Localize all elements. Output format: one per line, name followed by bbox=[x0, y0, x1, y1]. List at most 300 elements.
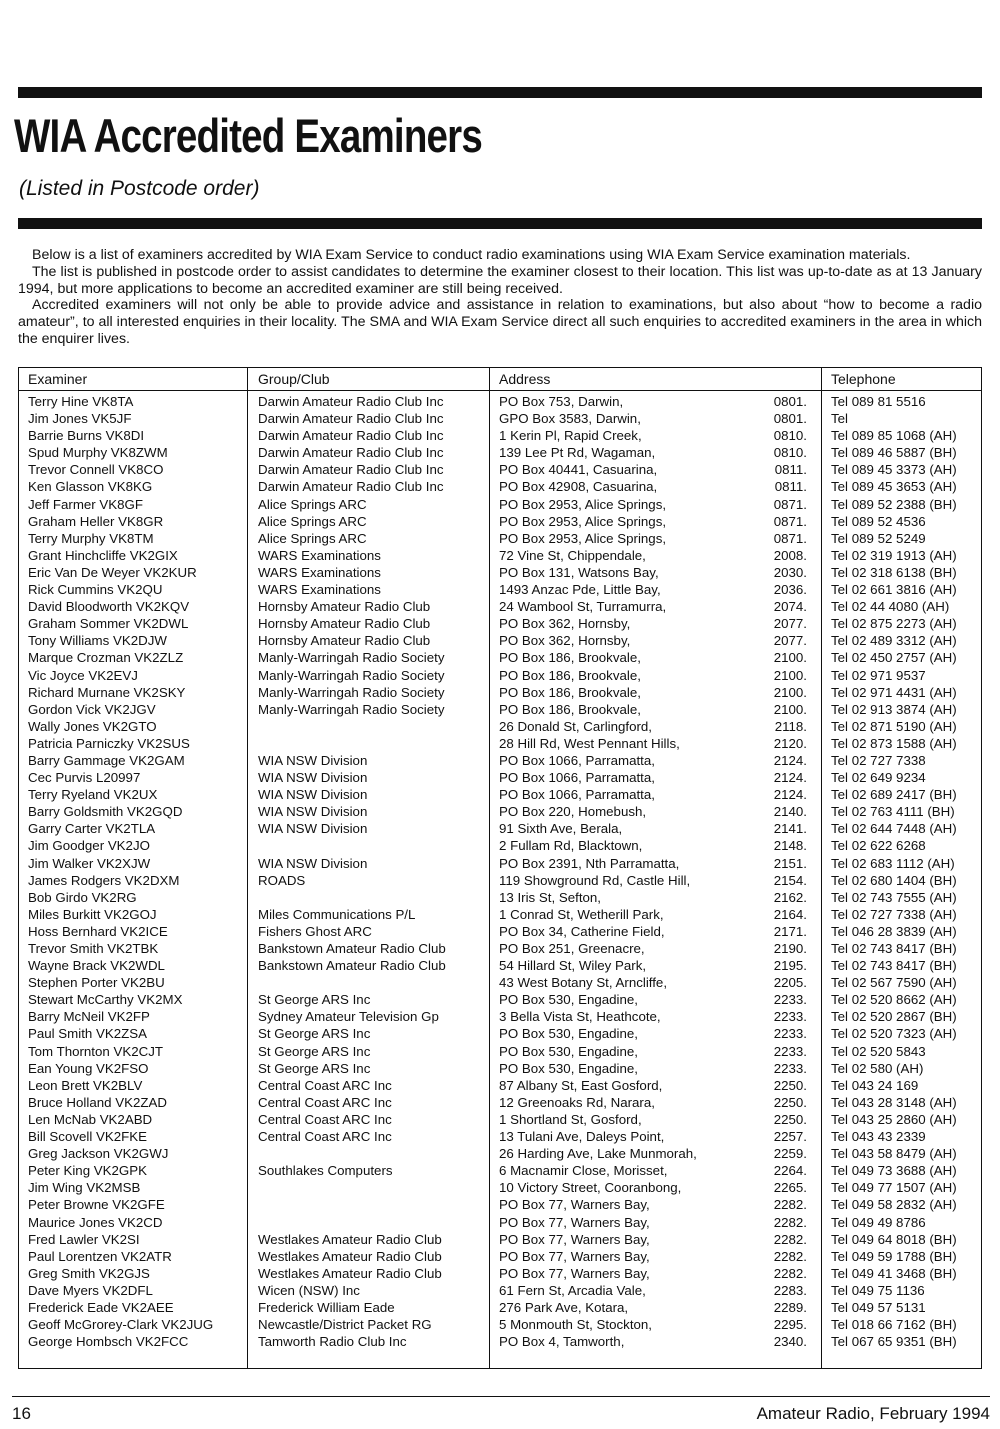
top-rule bbox=[18, 87, 982, 98]
table-row bbox=[19, 530, 981, 547]
page-number: 16 bbox=[12, 1404, 31, 1423]
telephone-cell: Tel 049 73 3688 (AH) bbox=[831, 1163, 957, 1179]
postcode-cell: 2074. bbox=[773, 599, 807, 615]
examiner-cell: Miles Burkitt VK2GOJ bbox=[28, 906, 157, 922]
examiner-cell: Jim Wing VK2MSB bbox=[28, 1180, 141, 1196]
examiner-cell: Grant Hinchcliffe VK2GIX bbox=[28, 547, 178, 563]
telephone-cell: Tel 02 871 5190 (AH) bbox=[831, 718, 957, 734]
examiner-cell: Terry Murphy VK8TM bbox=[28, 530, 154, 546]
group-cell: Southlakes Computers bbox=[258, 1163, 393, 1179]
postcode-cell: 0810. bbox=[773, 428, 807, 444]
address-cell: 61 Fern St, Arcadia Vale, bbox=[499, 1282, 646, 1298]
postcode-cell: 2077. bbox=[773, 616, 807, 632]
examiner-cell: Jim Jones VK5JF bbox=[28, 411, 132, 427]
table-row bbox=[19, 1299, 981, 1316]
examiner-cell: Greg Jackson VK2GWJ bbox=[28, 1146, 169, 1162]
postcode-cell: 2100. bbox=[773, 667, 807, 683]
telephone-cell: Tel 089 85 1068 (AH) bbox=[831, 428, 957, 444]
telephone-cell: Tel 02 743 8417 (BH) bbox=[831, 941, 957, 956]
telephone-cell: Tel 018 66 7162 (BH) bbox=[831, 1317, 957, 1333]
address-cell: PO Box 1066, Parramatta, bbox=[499, 752, 655, 768]
examiner-cell: Vic Joyce VK2EVJ bbox=[28, 667, 138, 683]
column-header-address: Address bbox=[499, 371, 551, 387]
telephone-cell: Tel 02 520 5843 bbox=[831, 1043, 926, 1059]
table-row bbox=[19, 1333, 981, 1350]
postcode-cell: 2100. bbox=[773, 684, 807, 700]
examiner-cell: Tom Thornton VK2CJT bbox=[28, 1043, 163, 1059]
telephone-cell: Tel 02 727 7338 bbox=[831, 752, 926, 768]
address-cell: PO Box 753, Darwin, bbox=[499, 394, 624, 409]
postcode-cell: 2257. bbox=[773, 1129, 807, 1145]
intro-paragraph: The list is published in postcode order to assist candidates to determine the examiner closest to their location. This list was up-to-date as at 13 January 1994, but more applications to become an accredited examiner are still being received. bbox=[18, 263, 982, 297]
telephone-cell: Tel 089 45 3653 (AH) bbox=[831, 479, 957, 495]
telephone-cell: Tel 02 44 4080 (AH) bbox=[831, 599, 950, 615]
table-row bbox=[19, 1008, 981, 1025]
group-cell: Bankstown Amateur Radio Club bbox=[258, 958, 446, 974]
telephone-cell: Tel 049 75 1136 bbox=[831, 1282, 925, 1298]
telephone-cell: Tel 049 57 5131 bbox=[831, 1299, 926, 1315]
table-row bbox=[19, 564, 981, 581]
address-cell: 24 Wambool St, Turramurra, bbox=[499, 599, 667, 615]
address-cell: PO Box 1066, Parramatta, bbox=[499, 770, 655, 786]
examiner-cell: Wayne Brack VK2WDL bbox=[28, 958, 165, 974]
telephone-cell: Tel 02 520 2867 (BH) bbox=[831, 1009, 957, 1025]
telephone-cell: Tel 049 64 8018 (BH) bbox=[831, 1231, 957, 1247]
table-row bbox=[19, 957, 981, 974]
postcode-cell: 0871. bbox=[773, 513, 807, 529]
group-cell: Fishers Ghost ARC bbox=[258, 923, 372, 939]
address-cell: PO Box 77, Warners Bay, bbox=[499, 1197, 650, 1213]
telephone-cell: Tel 02 743 8417 (BH) bbox=[831, 958, 957, 974]
telephone-cell: Tel 02 913 3874 (AH) bbox=[831, 701, 957, 717]
examiner-cell: Paul Lorentzen VK2ATR bbox=[28, 1248, 172, 1264]
table-row bbox=[19, 1248, 981, 1265]
table-row bbox=[19, 1162, 981, 1179]
group-cell: WIA NSW Division bbox=[258, 855, 368, 871]
intro-paragraph: Below is a list of examiners accredited by WIA Exam Service to conduct radio examinations using WIA Exam Service examination materials. bbox=[32, 247, 911, 263]
table-row bbox=[19, 1316, 981, 1333]
header-divider bbox=[19, 390, 981, 391]
examiner-cell: Terry Ryeland VK2UX bbox=[28, 787, 158, 803]
table-row bbox=[19, 1128, 981, 1145]
address-cell: 10 Victory Street, Cooranbong, bbox=[499, 1180, 682, 1196]
telephone-cell: Tel 02 649 9234 bbox=[831, 770, 926, 786]
table-row bbox=[19, 1025, 981, 1042]
telephone-cell: Tel 02 318 6138 (BH) bbox=[831, 564, 957, 580]
postcode-cell: 2154. bbox=[773, 872, 807, 888]
examiner-cell: Geoff McGrorey-Clark VK2JUG bbox=[28, 1317, 214, 1333]
table-row bbox=[19, 598, 981, 615]
telephone-cell: Tel 089 52 4536 bbox=[831, 513, 926, 529]
postcode-cell: 2282. bbox=[773, 1214, 807, 1230]
telephone-cell: Tel 043 58 8479 (AH) bbox=[831, 1146, 957, 1162]
examiner-cell: James Rodgers VK2DXM bbox=[28, 872, 180, 888]
examiner-cell: Greg Smith VK2GJS bbox=[28, 1265, 150, 1281]
table-row bbox=[19, 427, 981, 444]
telephone-cell: Tel 043 43 2339 bbox=[831, 1129, 926, 1145]
postcode-cell: 2250. bbox=[773, 1094, 807, 1110]
address-cell: PO Box 2953, Alice Springs, bbox=[499, 530, 667, 546]
group-cell: Central Coast ARC Inc bbox=[258, 1077, 392, 1093]
address-cell: 13 Iris St, Sefton, bbox=[499, 889, 601, 905]
telephone-cell: Tel 02 520 8662 (AH) bbox=[831, 992, 957, 1008]
examiner-cell: Trevor Smith VK2TBK bbox=[28, 941, 159, 956]
group-cell: Newcastle/District Packet RG bbox=[258, 1317, 432, 1333]
address-cell: PO Box 2953, Alice Springs, bbox=[499, 496, 667, 512]
address-cell: PO Box 220, Homebush, bbox=[499, 804, 647, 820]
group-cell: Central Coast ARC Inc bbox=[258, 1094, 392, 1110]
telephone-cell: Tel 02 450 2757 (AH) bbox=[831, 650, 957, 666]
examiner-cell: Ken Glasson VK8KG bbox=[28, 479, 153, 495]
table-row bbox=[19, 444, 981, 461]
telephone-cell: Tel 089 46 5887 (BH) bbox=[831, 445, 957, 461]
group-cell: Darwin Amateur Radio Club Inc bbox=[258, 428, 444, 444]
telephone-cell: Tel 02 520 7323 (AH) bbox=[831, 1026, 957, 1042]
examiner-cell: Richard Murnane VK2SKY bbox=[28, 684, 186, 700]
table-row bbox=[19, 872, 981, 889]
postcode-cell: 2250. bbox=[773, 1077, 807, 1093]
address-cell: 72 Vine St, Chippendale, bbox=[499, 547, 646, 563]
group-cell: Hornsby Amateur Radio Club bbox=[258, 599, 431, 615]
examiner-cell: Terry Hine VK8TA bbox=[28, 394, 134, 409]
telephone-cell: Tel 067 65 9351 (BH) bbox=[831, 1334, 957, 1350]
examiner-cell: Stewart McCarthy VK2MX bbox=[28, 992, 183, 1008]
examiner-cell: George Hombsch VK2FCC bbox=[28, 1334, 189, 1350]
group-cell: WIA NSW Division bbox=[258, 752, 368, 768]
group-cell: Darwin Amateur Radio Club Inc bbox=[258, 445, 444, 461]
examiner-cell: Bruce Holland VK2ZAD bbox=[28, 1094, 167, 1110]
postcode-cell: 0811. bbox=[774, 462, 807, 478]
examiner-cell: Paul Smith VK2ZSA bbox=[28, 1026, 147, 1042]
group-cell: Alice Springs ARC bbox=[258, 513, 367, 529]
postcode-cell: 2077. bbox=[773, 633, 807, 649]
telephone-cell: Tel 02 763 4111 (BH) bbox=[831, 804, 955, 820]
address-cell: PO Box 77, Warners Bay, bbox=[499, 1265, 650, 1281]
postcode-cell: 2171. bbox=[773, 923, 807, 939]
postcode-cell: 2282. bbox=[773, 1231, 807, 1247]
telephone-cell: Tel 049 59 1788 (BH) bbox=[831, 1248, 957, 1264]
group-cell: Central Coast ARC Inc bbox=[258, 1129, 392, 1145]
table-row bbox=[19, 940, 981, 957]
examiner-cell: Bob Girdo VK2RG bbox=[28, 889, 137, 905]
postcode-cell: 2195. bbox=[773, 958, 807, 974]
postcode-cell: 2190. bbox=[773, 941, 807, 956]
telephone-cell: Tel 043 24 169 bbox=[831, 1077, 919, 1093]
examiner-cell: Marque Crozman VK2ZLZ bbox=[28, 650, 184, 666]
table-row bbox=[19, 1043, 981, 1060]
address-cell: 91 Sixth Ave, Berala, bbox=[499, 821, 623, 837]
table-row bbox=[19, 1094, 981, 1111]
telephone-cell: Tel 049 58 2832 (AH) bbox=[831, 1197, 957, 1213]
examiner-cell: Dave Myers VK2DFL bbox=[28, 1282, 153, 1298]
intro-paragraph: Accredited examiners will not only be able to provide advice and assistance in relation to examinations, but also about “how to become a radio amateur”, to all interested enquiries in their locality. The SMA and WIA Exam Service direct all such enquiries to accredited examiners in the area in which the enquirer lives. bbox=[18, 297, 982, 347]
address-cell: 276 Park Ave, Kotara, bbox=[499, 1299, 629, 1315]
postcode-cell: 2120. bbox=[773, 735, 807, 751]
address-cell: 6 Macnamir Close, Morisset, bbox=[499, 1163, 668, 1179]
examiner-cell: Frederick Eade VK2AEE bbox=[28, 1299, 174, 1315]
postcode-cell: 0811. bbox=[774, 479, 807, 495]
examiners-table bbox=[18, 367, 982, 1369]
telephone-cell: Tel 02 743 7555 (AH) bbox=[831, 889, 957, 905]
table-row bbox=[19, 1282, 981, 1299]
address-cell: PO Box 530, Engadine, bbox=[499, 1026, 638, 1042]
postcode-cell: 2264. bbox=[773, 1163, 807, 1179]
table-row bbox=[19, 1077, 981, 1094]
postcode-cell: 2233. bbox=[773, 992, 807, 1008]
group-cell: Darwin Amateur Radio Club Inc bbox=[258, 479, 444, 495]
examiner-cell: Stephen Porter VK2BU bbox=[28, 975, 165, 991]
table-row bbox=[19, 889, 981, 906]
telephone-cell: Tel 089 52 2388 (BH) bbox=[831, 496, 957, 512]
telephone-cell: Tel 02 727 7338 (AH) bbox=[831, 906, 957, 922]
table-row bbox=[19, 547, 981, 564]
address-cell: PO Box 42908, Casuarina, bbox=[499, 479, 658, 495]
postcode-cell: 2282. bbox=[773, 1265, 807, 1281]
address-cell: PO Box 131, Watsons Bay, bbox=[499, 564, 659, 580]
examiner-cell: Jim Goodger VK2JO bbox=[28, 838, 150, 854]
telephone-cell: Tel 043 25 2860 (AH) bbox=[831, 1111, 957, 1127]
address-cell: PO Box 77, Warners Bay, bbox=[499, 1231, 650, 1247]
group-cell: Bankstown Amateur Radio Club bbox=[258, 941, 446, 956]
examiner-cell: Maurice Jones VK2CD bbox=[28, 1214, 163, 1230]
postcode-cell: 2140. bbox=[773, 804, 807, 820]
table-row bbox=[19, 786, 981, 803]
header-rule bbox=[18, 218, 982, 229]
telephone-cell: Tel 02 680 1404 (BH) bbox=[831, 872, 957, 888]
table-row bbox=[19, 513, 981, 530]
telephone-cell: Tel 02 875 2273 (AH) bbox=[831, 616, 957, 632]
postcode-cell: 2340. bbox=[773, 1334, 807, 1350]
telephone-cell: Tel 02 971 4431 (AH) bbox=[831, 684, 957, 700]
group-cell: Manly-Warringah Radio Society bbox=[258, 667, 445, 683]
group-cell: Frederick William Eade bbox=[258, 1299, 395, 1315]
postcode-cell: 2118. bbox=[774, 718, 807, 734]
table-row bbox=[19, 632, 981, 649]
group-cell: Darwin Amateur Radio Club Inc bbox=[258, 411, 444, 427]
table-row bbox=[19, 393, 981, 410]
telephone-cell: Tel 02 622 6268 bbox=[831, 838, 926, 854]
address-cell: 12 Greenoaks Rd, Narara, bbox=[499, 1094, 655, 1110]
examiner-cell: Peter Browne VK2GFE bbox=[28, 1197, 165, 1213]
group-cell: WARS Examinations bbox=[258, 547, 381, 563]
group-cell: Miles Communications P/L bbox=[258, 906, 416, 922]
telephone-cell: Tel bbox=[831, 411, 848, 427]
postcode-cell: 2295. bbox=[773, 1317, 807, 1333]
group-cell: WIA NSW Division bbox=[258, 804, 368, 820]
address-cell: PO Box 530, Engadine, bbox=[499, 992, 638, 1008]
table-row bbox=[19, 667, 981, 684]
telephone-cell: Tel 02 971 9537 bbox=[831, 667, 926, 683]
telephone-cell: Tel 046 28 3839 (AH) bbox=[831, 923, 957, 939]
address-cell: PO Box 362, Hornsby, bbox=[499, 633, 631, 649]
telephone-cell: Tel 049 49 8786 bbox=[831, 1214, 926, 1230]
address-cell: PO Box 186, Brookvale, bbox=[499, 684, 641, 700]
examiner-cell: Eric Van De Weyer VK2KUR bbox=[28, 564, 197, 580]
examiner-cell: Tony Williams VK2DJW bbox=[28, 633, 167, 649]
table-row bbox=[19, 923, 981, 940]
address-cell: PO Box 4, Tamworth, bbox=[499, 1334, 625, 1350]
address-cell: GPO Box 3583, Darwin, bbox=[499, 411, 641, 427]
table-row bbox=[19, 1231, 981, 1248]
table-row bbox=[19, 1060, 981, 1077]
postcode-cell: 2141. bbox=[773, 821, 807, 837]
examiner-cell: Trevor Connell VK8CO bbox=[28, 462, 164, 478]
telephone-cell: Tel 02 580 (AH) bbox=[831, 1060, 924, 1076]
address-cell: 2 Fullam Rd, Blacktown, bbox=[499, 838, 643, 854]
column-header-group: Group/Club bbox=[258, 371, 330, 387]
group-cell: St George ARS Inc bbox=[258, 1043, 371, 1059]
examiner-cell: David Bloodworth VK2KQV bbox=[28, 599, 190, 615]
telephone-cell: Tel 02 644 7448 (AH) bbox=[831, 821, 957, 837]
telephone-cell: Tel 02 689 2417 (BH) bbox=[831, 787, 957, 803]
address-cell: 119 Showground Rd, Castle Hill, bbox=[499, 872, 691, 888]
address-cell: 1 Kerin Pl, Rapid Creek, bbox=[499, 428, 642, 444]
postcode-cell: 2282. bbox=[773, 1197, 807, 1213]
group-cell: Sydney Amateur Television Gp bbox=[258, 1009, 439, 1025]
examiner-cell: Wally Jones VK2GTO bbox=[28, 718, 157, 734]
postcode-cell: 2283. bbox=[773, 1282, 807, 1298]
postcode-cell: 2124. bbox=[773, 770, 807, 786]
postcode-cell: 2036. bbox=[773, 582, 807, 598]
examiner-cell: Jim Walker VK2XJW bbox=[28, 855, 151, 871]
table-row bbox=[19, 735, 981, 752]
address-cell: 26 Donald St, Carlingford, bbox=[499, 718, 652, 734]
group-cell: ROADS bbox=[258, 872, 306, 888]
postcode-cell: 2282. bbox=[773, 1248, 807, 1264]
postcode-cell: 0801. bbox=[773, 411, 807, 427]
table-row bbox=[19, 837, 981, 854]
address-cell: 87 Albany St, East Gosford, bbox=[499, 1077, 663, 1093]
postcode-cell: 2233. bbox=[773, 1009, 807, 1025]
group-cell: WARS Examinations bbox=[258, 564, 381, 580]
address-cell: PO Box 530, Engadine, bbox=[499, 1043, 638, 1059]
examiner-cell: Barry Gammage VK2GAM bbox=[28, 752, 185, 768]
postcode-cell: 2124. bbox=[773, 787, 807, 803]
postcode-cell: 2233. bbox=[773, 1043, 807, 1059]
group-cell: WIA NSW Division bbox=[258, 821, 368, 837]
telephone-cell: Tel 02 661 3816 (AH) bbox=[831, 582, 957, 598]
telephone-cell: Tel 089 52 5249 bbox=[831, 530, 926, 546]
table-row bbox=[19, 496, 981, 513]
address-cell: PO Box 34, Catherine Field, bbox=[499, 923, 665, 939]
column-header-telephone: Telephone bbox=[831, 371, 896, 387]
examiner-cell: Patricia Parniczky VK2SUS bbox=[28, 735, 190, 751]
group-cell: St George ARS Inc bbox=[258, 992, 371, 1008]
page-subtitle: (Listed in Postcode order) bbox=[19, 177, 260, 200]
address-cell: 3 Bella Vista St, Heathcote, bbox=[499, 1009, 661, 1025]
postcode-cell: 2259. bbox=[773, 1146, 807, 1162]
group-cell: Manly-Warringah Radio Society bbox=[258, 701, 445, 717]
group-cell: Hornsby Amateur Radio Club bbox=[258, 616, 431, 632]
examiner-cell: Jeff Farmer VK8GF bbox=[28, 496, 144, 512]
examiner-cell: Len McNab VK2ABD bbox=[28, 1111, 153, 1127]
telephone-cell: Tel 049 41 3468 (BH) bbox=[831, 1265, 957, 1281]
group-cell: Manly-Warringah Radio Society bbox=[258, 650, 445, 666]
postcode-cell: 2233. bbox=[773, 1060, 807, 1076]
group-cell: St George ARS Inc bbox=[258, 1060, 371, 1076]
group-cell: Manly-Warringah Radio Society bbox=[258, 684, 445, 700]
telephone-cell: Tel 089 45 3373 (AH) bbox=[831, 462, 957, 478]
group-cell: WIA NSW Division bbox=[258, 770, 368, 786]
examiner-cell: Garry Carter VK2TLA bbox=[28, 821, 156, 837]
table-row bbox=[19, 615, 981, 632]
address-cell: PO Box 186, Brookvale, bbox=[499, 667, 641, 683]
address-cell: PO Box 40441, Casuarina, bbox=[499, 462, 658, 478]
examiner-cell: Barry Goldsmith VK2GQD bbox=[28, 804, 183, 820]
address-cell: PO Box 251, Greenacre, bbox=[499, 941, 645, 956]
address-cell: 26 Harding Ave, Lake Munmorah, bbox=[499, 1146, 697, 1162]
address-cell: PO Box 77, Warners Bay, bbox=[499, 1214, 650, 1230]
table-row bbox=[19, 461, 981, 478]
postcode-cell: 2100. bbox=[773, 650, 807, 666]
examiner-cell: Gordon Vick VK2JGV bbox=[28, 701, 156, 717]
page-title: WIA Accredited Examiners bbox=[14, 109, 482, 162]
group-cell: Tamworth Radio Club Inc bbox=[258, 1334, 407, 1350]
examiner-cell: Hoss Bernhard VK2ICE bbox=[28, 923, 168, 939]
address-cell: 1493 Anzac Pde, Little Bay, bbox=[499, 582, 661, 598]
group-cell: Hornsby Amateur Radio Club bbox=[258, 633, 431, 649]
postcode-cell: 0871. bbox=[773, 496, 807, 512]
group-cell: WIA NSW Division bbox=[258, 787, 368, 803]
table-row bbox=[19, 906, 981, 923]
examiner-cell: Spud Murphy VK8ZWM bbox=[28, 445, 168, 461]
table-row bbox=[19, 1196, 981, 1213]
table-row bbox=[19, 855, 981, 872]
telephone-cell: Tel 02 319 1913 (AH) bbox=[831, 547, 957, 563]
address-cell: 5 Monmouth St, Stockton, bbox=[499, 1317, 652, 1333]
examiner-cell: Fred Lawler VK2SI bbox=[28, 1231, 140, 1247]
postcode-cell: 0810. bbox=[773, 445, 807, 461]
table-row bbox=[19, 974, 981, 991]
examiner-cell: Barrie Burns VK8DI bbox=[28, 428, 145, 444]
postcode-cell: 2148. bbox=[773, 838, 807, 854]
footer-rule bbox=[12, 1396, 990, 1397]
postcode-cell: 2124. bbox=[773, 752, 807, 768]
postcode-cell: 2162. bbox=[773, 889, 807, 905]
table-row bbox=[19, 1214, 981, 1231]
examiner-cell: Bill Scovell VK2FKE bbox=[28, 1129, 147, 1145]
address-cell: PO Box 186, Brookvale, bbox=[499, 650, 641, 666]
address-cell: PO Box 77, Warners Bay, bbox=[499, 1248, 650, 1264]
examiner-cell: Cec Purvis L20997 bbox=[28, 770, 141, 786]
examiner-cell: Ean Young VK2FSO bbox=[28, 1060, 149, 1076]
telephone-cell: Tel 043 28 3148 (AH) bbox=[831, 1094, 957, 1110]
examiner-cell: Graham Sommer VK2DWL bbox=[28, 616, 189, 632]
address-cell: PO Box 362, Hornsby, bbox=[499, 616, 631, 632]
address-cell: 54 Hillard St, Wiley Park, bbox=[499, 958, 647, 974]
group-cell: Alice Springs ARC bbox=[258, 530, 367, 546]
table-row bbox=[19, 1265, 981, 1282]
group-cell: Westlakes Amateur Radio Club bbox=[258, 1265, 442, 1281]
address-cell: 139 Lee Pt Rd, Wagaman, bbox=[499, 445, 656, 461]
table-row bbox=[19, 701, 981, 718]
table-row bbox=[19, 718, 981, 735]
telephone-cell: Tel 02 489 3312 (AH) bbox=[831, 633, 957, 649]
publication-line: Amateur Radio, February 1994 bbox=[756, 1404, 990, 1423]
address-cell: PO Box 2953, Alice Springs, bbox=[499, 513, 667, 529]
address-cell: 1 Shortland St, Gosford, bbox=[499, 1111, 642, 1127]
table-row bbox=[19, 769, 981, 786]
table-row bbox=[19, 478, 981, 495]
postcode-cell: 2265. bbox=[773, 1180, 807, 1196]
telephone-cell: Tel 02 873 1588 (AH) bbox=[831, 735, 957, 751]
table-row bbox=[19, 991, 981, 1008]
address-cell: PO Box 186, Brookvale, bbox=[499, 701, 641, 717]
table-body bbox=[19, 393, 981, 1350]
table-row bbox=[19, 410, 981, 427]
group-cell: Wicen (NSW) Inc bbox=[258, 1282, 360, 1298]
postcode-cell: 2151. bbox=[773, 855, 807, 871]
